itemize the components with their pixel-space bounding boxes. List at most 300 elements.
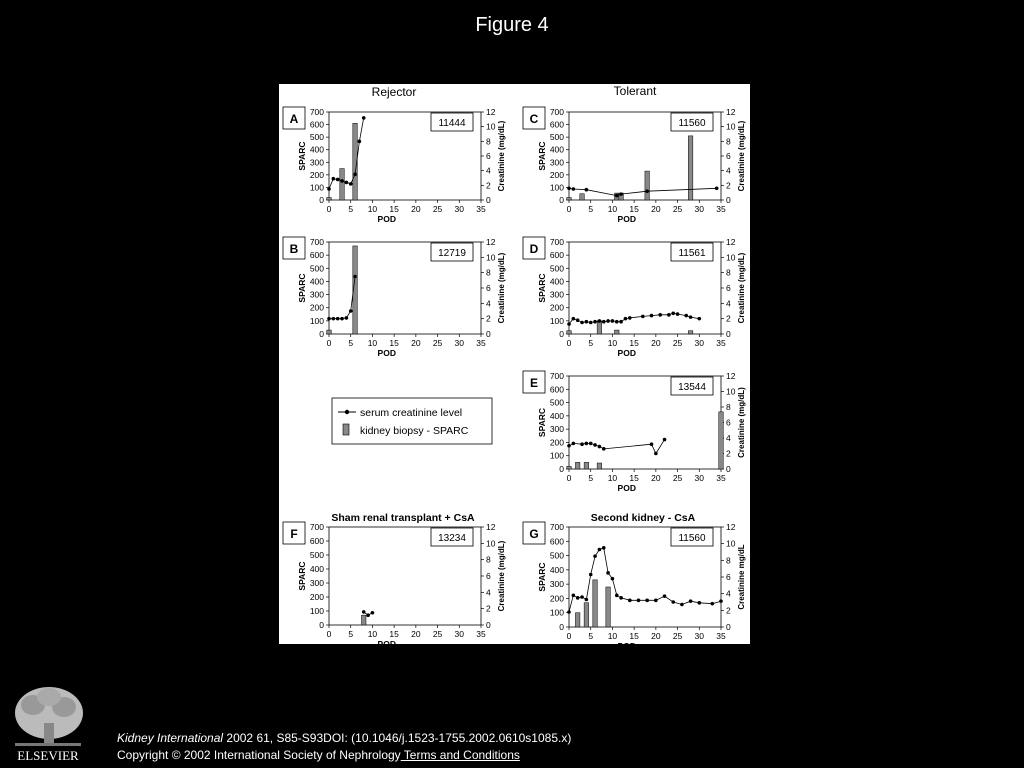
creatinine-point [598,445,602,449]
sparc-bar [597,463,602,469]
y2-tick-label: 6 [486,571,491,581]
y-tick-label: 100 [549,315,564,326]
y2-tick-label: 8 [726,555,731,566]
creatinine-point [362,116,366,120]
x-tick-label: 5 [588,473,594,483]
y-tick-label: 200 [549,437,564,448]
y2-tick-label: 10 [726,538,736,549]
creatinine-point [572,187,576,191]
y2-tick-label: 8 [486,267,491,278]
creatinine-point [650,314,654,318]
y-tick-label: 300 [309,289,324,300]
y-tick-label: 300 [309,578,324,588]
panel-letter: D [529,242,539,256]
y-tick-label: 100 [309,606,324,616]
y2-tick-label: 4 [726,298,731,309]
creatinine-point [671,600,675,604]
y-tick-label: 300 [309,157,324,168]
y-tick-label: 400 [549,410,564,421]
panel-title: Second kidney - CsA [590,512,696,524]
y2-tick-label: 4 [486,587,491,598]
x-tick-label: 25 [672,204,683,214]
creatinine-point [606,319,610,323]
legend [332,398,492,444]
sparc-bar [584,603,589,627]
x-tick-label: 0 [566,338,572,348]
group-label-rejector: Rejector [371,85,417,99]
sparc-bar [567,197,572,200]
tree-icon [15,687,83,746]
y-axis-label: SPARC [537,407,547,438]
figure-title: Figure 4 [475,14,549,36]
panel-letter: A [289,112,299,126]
y-tick-label: 500 [309,550,324,560]
x-tick-label: 15 [389,204,399,214]
y-tick-label: 300 [549,424,564,435]
sample-id: 11444 [438,118,466,129]
creatinine-point [327,187,331,191]
y2-tick-label: 6 [726,151,731,161]
sample-id: 13544 [678,382,706,393]
y2-tick-label: 8 [726,267,731,278]
x-tick-label: 15 [629,204,639,214]
sparc-bar [361,615,366,625]
x-tick-label: 35 [716,473,726,483]
sample-id: 13234 [438,533,466,544]
journal-name: Kidney International [117,731,224,745]
creatinine-point [589,442,593,446]
creatinine-point [671,312,675,316]
panel-letter: B [289,242,299,256]
creatinine-point [715,186,719,190]
sparc-bar [688,136,693,200]
x-tick-label: 0 [326,204,332,214]
creatinine-point [366,613,370,617]
group-label-tolerant: Tolerant [613,84,657,98]
y-tick-label: 400 [309,564,324,574]
creatinine-point [619,192,623,196]
y-tick-label: 600 [549,250,564,261]
creatinine-point [567,610,571,614]
creatinine-point [585,598,589,602]
y-tick-label: 100 [549,450,564,461]
chart-panel-b [283,237,506,358]
panel-letter: F [290,527,298,541]
x-tick-label: 35 [476,629,486,639]
y2-tick-label: 4 [486,298,491,309]
x-tick-label: 35 [716,338,726,348]
chart-panel-a [283,107,506,224]
y2-tick-label: 2 [486,603,491,614]
x-tick-label: 5 [348,629,354,639]
creatinine-point [658,313,662,317]
y-tick-label: 700 [309,522,324,532]
y-tick-label: 100 [549,607,564,618]
creatinine-point [332,317,336,321]
figure-panel [279,84,750,651]
creatinine-point [602,320,606,324]
creatinine-point [602,447,606,451]
creatinine-point [628,316,632,320]
y-tick-label: 200 [549,169,564,180]
y2-tick-label: 8 [486,554,491,565]
y2-tick-label: 12 [486,107,496,117]
x-tick-label: 10 [607,338,618,348]
creatinine-point [336,178,340,182]
sparc-bar [688,331,693,334]
figure-charts [279,84,750,651]
creatinine-point [628,599,632,603]
creatinine-point [615,594,619,598]
x-tick-label: 20 [651,631,661,641]
y2-tick-label: 4 [486,165,491,176]
sparc-bar [567,331,572,334]
sparc-bar [584,462,589,469]
creatinine-line [569,313,699,324]
creatinine-point [615,194,619,198]
x-tick-label: 0 [566,204,572,214]
y-tick-label: 0 [559,622,564,632]
charts-layer [283,107,746,651]
creatinine-point [345,181,349,185]
creatinine-point [349,309,353,313]
y-tick-label: 0 [559,464,564,474]
y-tick-label: 600 [549,536,564,547]
creatinine-point [663,594,667,598]
y2-tick-label: 10 [486,252,496,263]
creatinine-point [598,319,602,323]
creatinine-point [637,599,641,603]
y-tick-label: 200 [549,593,564,604]
creatinine-point [580,321,584,325]
creatinine-point [353,173,357,177]
y-tick-label: 200 [549,302,564,313]
y-tick-label: 600 [309,536,324,546]
y-tick-label: 300 [549,579,564,590]
y2-tick-label: 4 [726,588,731,599]
y2-tick-label: 2 [726,605,731,616]
chart-panel-e [523,371,746,493]
x-tick-label: 5 [588,631,594,641]
x-tick-label: 20 [411,338,421,348]
x-tick-label: 5 [348,338,354,348]
y2-tick-label: 12 [486,237,496,247]
creatinine-point [572,594,576,598]
x-tick-label: 20 [651,204,661,214]
y2-axis-label: Creatinine (mg/dL) [497,252,506,324]
panel-letter: E [529,376,539,390]
creatinine-point [606,571,610,575]
x-axis-label: POD [377,639,396,649]
creatinine-point [371,611,375,615]
creatinine-point [362,610,366,614]
y-axis-label: SPARC [297,561,307,591]
y-tick-label: 300 [549,157,564,168]
sample-id: 11560 [678,533,706,544]
sparc-bar [327,197,332,200]
x-tick-label: 30 [694,338,705,348]
creatinine-point [697,317,701,321]
panel-letter: G [529,527,539,541]
y2-tick-label: 6 [726,283,731,293]
y2-axis-label: Creatinine mg/dL [737,544,746,610]
creatinine-point [567,322,571,326]
y-tick-label: 400 [549,144,564,155]
y-tick-label: 500 [549,550,564,561]
creatinine-point [593,554,597,558]
x-tick-label: 30 [694,631,705,641]
y2-tick-label: 8 [726,136,731,147]
y-tick-label: 700 [549,237,564,247]
y-tick-label: 200 [309,169,324,180]
x-tick-label: 15 [629,631,639,641]
legend-line-label: serum creatinine level [360,407,463,419]
y2-tick-label: 10 [726,252,736,263]
y2-tick-label: 6 [726,572,731,582]
y2-tick-label: 0 [726,195,731,205]
creatinine-point [585,188,589,192]
sparc-bar [606,587,611,627]
x-tick-label: 30 [454,629,465,639]
x-axis-label: POD [617,641,636,651]
y2-tick-label: 0 [726,622,731,632]
creatinine-point [353,275,357,279]
sparc-bar [719,412,724,469]
copyright-text: Copyright © 2002 International Society of Nephrology [117,748,401,762]
legend-bar-symbol [343,424,349,435]
creatinine-point [619,320,623,324]
x-tick-label: 30 [454,204,465,214]
sparc-bar [645,171,650,200]
y-tick-label: 0 [319,195,324,205]
creatinine-point [615,320,619,324]
x-tick-label: 20 [651,473,661,483]
y2-tick-label: 4 [726,165,731,176]
creatinine-point [340,317,344,321]
creatinine-point [619,596,623,600]
creatinine-line [569,440,665,454]
y2-tick-label: 0 [486,195,491,205]
creatinine-point [345,316,349,320]
x-tick-label: 5 [348,204,354,214]
x-tick-label: 10 [367,629,378,639]
elsevier-logo [9,683,87,763]
x-tick-label: 35 [716,631,726,641]
sample-id: 11560 [678,118,706,129]
x-tick-label: 35 [476,338,486,348]
sparc-bar [327,330,332,334]
creatinine-point [689,315,693,319]
creatinine-point [598,548,602,552]
y2-tick-label: 10 [486,121,496,132]
y-tick-label: 100 [309,182,324,193]
creatinine-line [569,188,717,195]
y-tick-label: 500 [549,263,564,274]
creatinine-point [585,442,589,446]
y2-tick-label: 12 [726,371,736,381]
y-tick-label: 600 [549,384,564,395]
panel-title: Sham renal transplant + CsA [331,512,475,524]
publisher-name: ELSEVIER [17,748,79,763]
creatinine-point [327,317,331,321]
creatinine-point [645,599,649,603]
y-axis-label: SPARC [297,141,307,171]
creatinine-point [663,438,667,442]
y-tick-label: 600 [309,250,324,261]
y-tick-label: 400 [549,564,564,575]
y2-axis-label: Creatinine (mg/dL) [497,540,506,612]
y-tick-label: 500 [309,263,324,274]
x-axis-label: POD [617,348,636,358]
creatinine-point [667,313,671,317]
legend-bar-label: kidney biopsy - SPARC [360,425,469,437]
sparc-bar [593,580,598,627]
y2-tick-label: 10 [726,121,736,132]
y-tick-label: 400 [309,144,324,155]
creatinine-point [719,599,723,603]
y2-tick-label: 0 [726,464,731,474]
x-tick-label: 20 [411,629,421,639]
panel-letter: C [529,112,539,126]
sparc-bar [567,466,572,469]
y2-tick-label: 4 [726,433,731,443]
chart-panel-g [523,512,746,651]
creatinine-point [340,179,344,183]
creatinine-point [602,546,606,550]
y2-tick-label: 12 [726,237,736,247]
y2-axis-label: Creatinine (mg/dL) [737,252,746,324]
y2-tick-label: 8 [726,402,731,412]
x-tick-label: 30 [694,204,705,214]
legend-marker-symbol [345,410,349,414]
creatinine-point [572,317,576,321]
x-tick-label: 10 [607,473,618,483]
citation-details: 2002 61, S85-S93DOI: (10.1046/j.1523-1755.2002.0610s1085.x) [223,731,572,745]
x-tick-label: 35 [476,204,486,214]
x-tick-label: 20 [411,204,421,214]
x-tick-label: 0 [566,473,572,483]
terms-link[interactable]: Terms and Conditions [400,748,520,762]
creatinine-point [589,573,593,577]
y2-tick-label: 8 [486,136,491,147]
creatinine-point [611,577,615,581]
x-tick-label: 15 [389,629,399,639]
x-tick-label: 20 [651,338,661,348]
x-tick-label: 25 [432,629,443,639]
creatinine-point [580,442,584,446]
x-axis-label: POD [377,214,396,224]
creatinine-point [332,177,336,181]
creatinine-point [654,599,658,603]
y2-tick-label: 0 [726,329,731,339]
y-tick-label: 0 [319,329,324,339]
y2-tick-label: 2 [726,448,731,459]
creatinine-point [611,319,615,323]
y2-tick-label: 6 [726,417,731,428]
y-tick-label: 700 [309,237,324,247]
y2-axis-label: Creatinine (mg/dL) [737,120,746,192]
y2-tick-label: 12 [486,522,496,532]
creatinine-point [624,317,628,321]
sample-id: 11561 [678,248,706,259]
x-tick-label: 25 [672,631,683,641]
x-tick-label: 10 [607,631,618,641]
y-tick-label: 0 [319,620,324,630]
y-axis-label: SPARC [537,273,547,303]
y2-tick-label: 10 [726,386,736,397]
sample-id: 12719 [438,248,466,259]
creatinine-point [689,599,693,603]
x-tick-label: 10 [367,338,378,348]
creatinine-point [358,140,362,144]
sparc-bar [575,462,580,469]
x-axis-label: POD [617,214,636,224]
y2-tick-label: 10 [486,538,496,549]
y-tick-label: 100 [549,182,564,193]
y-axis-label: SPARC [537,141,547,171]
x-tick-label: 5 [588,204,594,214]
x-tick-label: 5 [588,338,594,348]
x-axis-label: POD [377,348,396,358]
creatinine-point [585,320,589,324]
creatinine-point [589,321,593,325]
chart-panel-d [523,237,746,358]
y-tick-label: 200 [309,302,324,313]
copyright [117,748,520,762]
y2-tick-label: 6 [486,151,491,161]
x-tick-label: 25 [432,204,443,214]
creatinine-point [572,442,576,446]
citation [117,731,571,745]
creatinine-point [567,186,571,190]
sparc-bar [580,194,585,200]
y-tick-label: 500 [309,132,324,143]
x-tick-label: 0 [326,338,332,348]
y2-axis-label: Creatinine (mg/dL) [497,120,506,192]
x-tick-label: 0 [326,629,332,639]
creatinine-point [336,317,340,321]
x-tick-label: 10 [367,204,378,214]
creatinine-point [645,189,649,193]
x-tick-label: 10 [607,204,618,214]
y-tick-label: 0 [559,329,564,339]
y-tick-label: 500 [549,397,564,408]
x-tick-label: 15 [629,338,639,348]
creatinine-point [650,442,654,446]
chart-panel-f [283,512,506,649]
creatinine-point [697,601,701,605]
y-tick-label: 500 [549,132,564,143]
y2-tick-label: 2 [726,180,731,191]
creatinine-point [654,452,658,456]
y2-tick-label: 0 [486,329,491,339]
creatinine-point [580,595,584,599]
y-tick-label: 400 [309,276,324,287]
chart-panel-c [523,107,746,224]
creatinine-point [641,315,645,319]
y2-tick-label: 12 [726,107,736,117]
y-tick-label: 400 [549,276,564,287]
creatinine-point [684,314,688,318]
x-tick-label: 30 [694,473,705,483]
y-tick-label: 700 [549,107,564,117]
sparc-bar [575,613,580,627]
x-tick-label: 25 [672,473,683,483]
y2-axis-label: Creatinine (mg/dL) [737,387,746,458]
creatinine-point [349,182,353,186]
sparc-bar [340,169,345,200]
x-tick-label: 15 [389,338,399,348]
